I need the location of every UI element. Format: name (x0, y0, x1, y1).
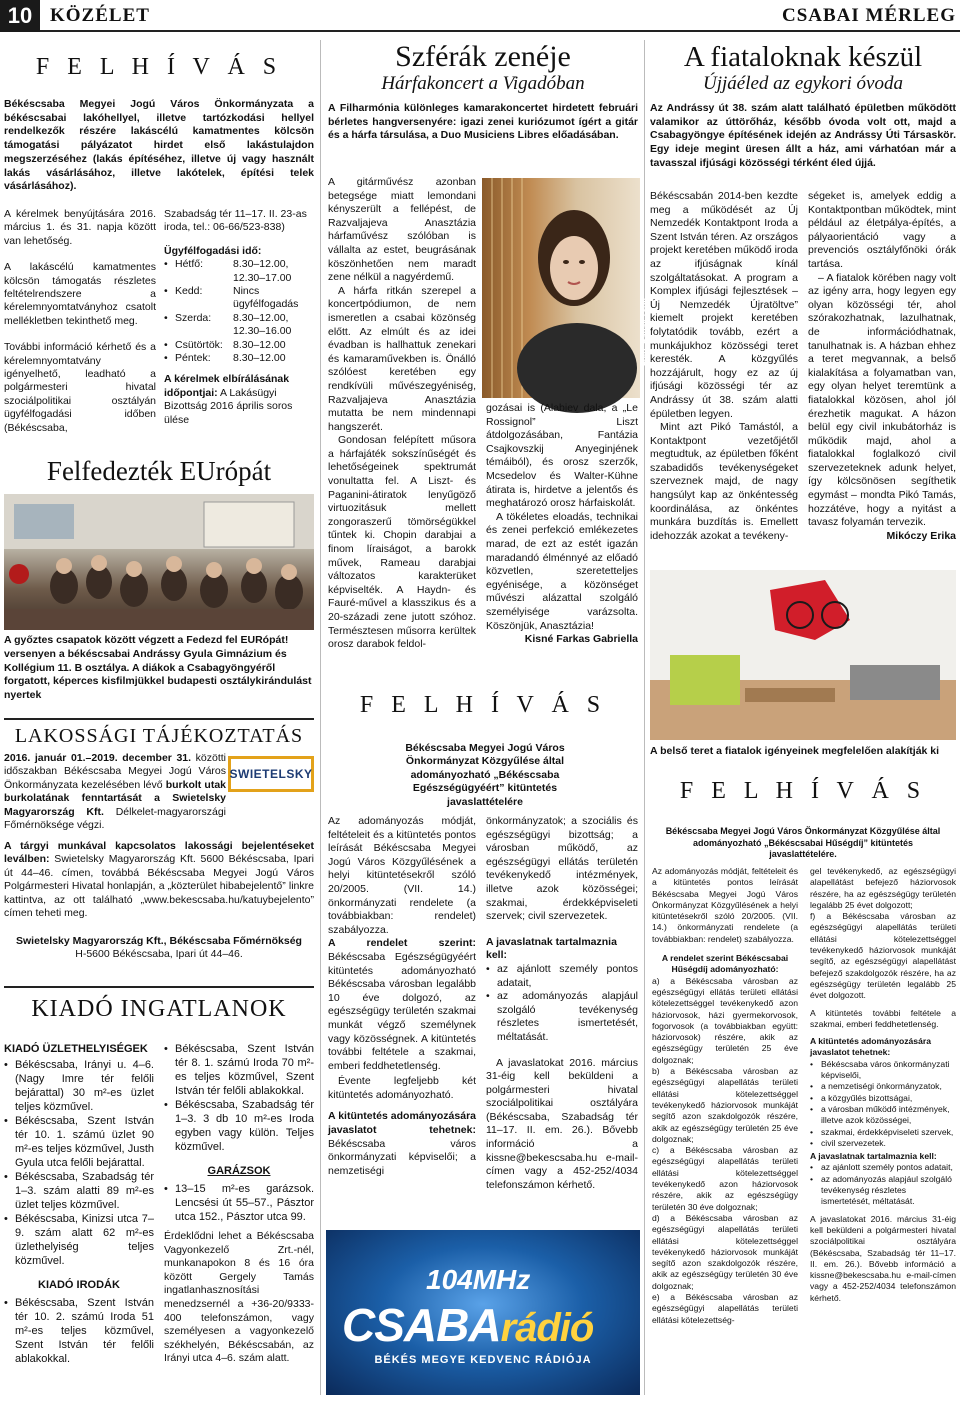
fiatal-author: Mikóczy Erika (886, 529, 956, 542)
lakossagi-text1: közötti időszakban Békéscsaba Megyei Jogú Város Önkormányzata kezelésében lévő (4, 752, 226, 791)
hours-time: 8.30–12.00 (233, 352, 286, 365)
iroda-list-2 (164, 1042, 314, 1154)
felhivas2-crit-bold: A rendelet szerint: (328, 937, 476, 950)
iroda-title: KIADÓ IRODÁK (38, 1279, 120, 1291)
swietelsky-logo (228, 756, 314, 792)
felhivas3-head: Békéscsaba Megyei Jogú Város Önkormányzat Közgyűlése által adományozható „Békéscsabai Hűségdíj” kitüntetés javaslattételére. (665, 826, 941, 859)
hours-time: 8.30–12.00 (233, 338, 286, 351)
hours-time: Nincs ügyfélfogadás (233, 285, 299, 311)
iroda-list-1 (4, 1296, 154, 1366)
publication-name: CSABAI MÉRLEG (782, 5, 956, 26)
lakossagi-footer (4, 935, 314, 962)
felhivas3-col2 (810, 866, 956, 1304)
fiatal-lead: Az Andrássy út 38. szám alatt található épületben működött valamikor az úttörőház, később óvoda volt ott, majd a Csabagyöngye építésének idején az Andrássy Úti Társaskör. Egy ideje megint üresen állt a ház, ami várhatóan már a tavasszal ifjúsági közösségi térként éled újjá. (650, 102, 956, 169)
harpist-illustration (482, 178, 640, 398)
hours-time: 8.30–12.00, 12.30–17.00 (233, 258, 292, 284)
fiatal-paragraph: ségeket is, amelyek eddig a Kontaktpontban működtek, mint például az életpálya-építés, a pályaorientáció vagy a prevenciós osztályfőnöki órák tartása. (808, 190, 956, 270)
felhivas3-crit-item: d) a Békéscsaba városban az egészségügyi alapellátás területi ellátási kötelezettséggel tevékenykedő háziorvosok munkáját segítő azon szakdolgozók részére, akik az egészségügy területén 30 éve dolgoznak; (652, 1212, 798, 1291)
fiatal-title: A fiataloknak készül (683, 41, 923, 73)
eu-caption: A győztes csapatok között végzett a Fedezd fel EURópát! versenyen a békéscsabai Andrássy Gyula Gimnázium és Kollégium 11. B osztálya. A diákok a Csabagyöngyéről forgatott, képerces kisfilmjükkel budapesti osztálykirándulást nyertek (4, 634, 312, 702)
felhivas-col2 (164, 208, 316, 427)
bullet-dot: • (164, 311, 168, 324)
bullet-dot: • (164, 338, 168, 351)
felhivas3-content-item: • az ajánlott személy pontos adatait, (810, 1162, 956, 1173)
felhivas3-who-item: • civil szervezetek. (810, 1138, 956, 1149)
felhivas-p4: Szabadság tér 11–17. II. 23-as iroda, tel.: 06-66/523-838) (164, 208, 307, 234)
felhivas3-crit-item: c) a Békéscsaba városban az egészségügyi alapellátás területi ellátási kötelezettséggel tevékenykedő azon háziorvosok részére, akik az egészségügy területén 30 éve dolgoznak; (652, 1145, 798, 1212)
szferak-author: Kisné Farkas Gabriella (524, 633, 638, 646)
felhivas3-content-list (810, 1162, 956, 1207)
lakossagi-bold2: A tárgyi munkával kapcsolatos lakossági bejelentéseket leválben: (4, 840, 314, 866)
interior-caption: A belső teret a fiatalok igényeinek megfelelően alakítják ki (650, 745, 940, 757)
page-number: 10 (0, 0, 40, 32)
decision-text (164, 373, 316, 427)
szferak-paragraph: A tökéletes eloadás, technikai és zenei perfekció emlékezetes marad, de ezt az estét igazán maradandó élménnyé az előadó közvetlen, szeretetteljes egyénisége, a közönséget művészi alázattal szolgáló személyisége varázsolta. Köszönjük, Anasztázia! (486, 510, 638, 632)
uzlet-title: KIADÓ ÜZLETHELYISÉGEK (4, 1043, 148, 1055)
felhivas2-deadline: A javaslatokat 2016. március 31-éig kell beküldeni a polgármesteri hivatal szociálpolitikai osztályára (Békéscsaba, Szabadság tér 11–17. II. em. 26.). Bővebb információ a kissne@bekescsaba.hu e-mail-címen vagy a 452-252/4034 telefonszámon kérhető. (486, 1056, 638, 1191)
iroda-item: • Békéscsaba, Szent István tér 10. 2. számú Iroda 51 m²-es teljes közművel, Szent István tér felőli ablakokkal. (4, 1296, 154, 1366)
classroom-photo (4, 494, 314, 630)
fiatal-paragraph: Mint azt Pikó Tamástól, a Kontaktpont vezetőjétől megtudtuk, az épületben főként szabadidős tevékenységeket szerveznek majd, de nagy hangsúlyt kap az önkéntesség koordinálása, az önkéntes munkára buzdítás is. Emellett idehozzák azokat a tevékeny- (650, 421, 798, 542)
kiado-col2 (164, 1042, 314, 1366)
szferak-lead: A Filharmónia különleges kamarakoncertet hirdetett februári bérletes hangversenyére: igazi zenei kuriózumot ígért a gitár és a hárfa társulása, a Duo Musiciens Libres előadásában. (328, 102, 638, 142)
felhivas3-crit-item: e) a Békéscsaba városban az egészségügyi alapellátás területi ellátási kötelezettség- (652, 1291, 798, 1325)
fiatal-paragraph: Békéscsabán 2014-ben kezdte meg a működését az Új Nemzedék Kontaktpont Iroda a Szent István téren. Az országos projekt keretében működő iroda az ifjúságnak kínál szolgáltatásokat. A program a Komplex ifjúsági fejlesztések – Új Nemzedék Újratöltve” kiemelt projekt keretében folytatódik tovább, ezért a munkájukhoz közösségi teret keresték. A közgyűlés hozzájárult, hogy ez az új ifjúsági közösségi tér az Andrássy út 38. szám alatti épületben legyen. (650, 190, 798, 420)
decision-bold: A kérelmek elbírálásának időpontjai: (164, 373, 290, 399)
eu-title: Felfedezték EUrópát (46, 456, 272, 486)
iroda-item: • Békéscsaba, Szabadság tér 1–3. 3 db 10 m²-es Iroda egyben vagy külön. Teljes közművel. (164, 1098, 314, 1154)
bullet-dot: • (164, 258, 168, 271)
lakossagi-notice (4, 840, 314, 920)
hours-row (164, 285, 316, 312)
felhivas3-content-title: A javaslatnak tartalmaznia kell: (810, 1151, 937, 1162)
felhivas3-who-item: • szakmai, érdekképviseleti szervek, (810, 1127, 956, 1138)
hours-day: Hétfő: (175, 258, 204, 271)
felhivas3-content-item: • az adományozás alapjául szolgáló tevékenység részletes ismertetését, méltatását. (810, 1174, 956, 1208)
radio-ad (326, 1230, 640, 1395)
column-divider-1 (320, 40, 321, 1395)
page-header (0, 0, 960, 32)
kiado-title: KIADÓ INGATLANOK (4, 986, 314, 1026)
radio-name (342, 1300, 593, 1353)
uzlet-item: • Békéscsaba, Kinizsi utca 7–9. szám alatt 62 m²-es üzlethelyiség teljes közművel. (4, 1212, 154, 1268)
lakossagi-date: 2016. január 01.–2019. december 31. (4, 752, 192, 764)
hours-day: Szerda: (175, 311, 212, 324)
felhivas3-col1 (652, 866, 798, 1326)
column-divider-2 (644, 40, 645, 1395)
garazs-title: GARÁZSOK (207, 1165, 271, 1177)
felhivas2-content-item: • az ajánlott személy pontos adatait, (486, 963, 638, 990)
felhivas3-deadline: A javaslatokat 2016. március 31-éig kell beküldeni a polgármesteri hivatal szociálpolitikai osztályára (Békéscsaba, Szabadság tér 11–17. II. em. 26.). Bővebb információ a kissne@bekescsaba.hu e-mail-címen vagy a 452-252/4034 telefonszámon kérhető. (810, 1213, 956, 1303)
felhivas-p1: A kérelmek benyújtására 2016. március 1. és 31. napja között van lehetőség. (4, 208, 156, 247)
szferak-col2 (486, 402, 638, 647)
felhivas3-crit-item: gel tevékenykedő, az egészségügyi alapellátást befejező háziorvosok részére, ha az egészségügy területén legalább 25 évet dolgozott; (810, 866, 956, 910)
felhivas-col1 (4, 208, 156, 435)
felhivas2-title: F E L H Í V Á S (359, 692, 607, 718)
uzlet-list (4, 1058, 154, 1268)
felhivas3-who-item: • Békéscsaba város önkormányzati képviselői, (810, 1059, 956, 1082)
hours-day: Kedd: (175, 285, 203, 298)
lakossagi-footer-addr: H-5600 Békéscsaba, Ipari út 44–46. (75, 948, 243, 961)
bullet-dot: • (164, 285, 168, 298)
felhivas2-head: Békéscsaba Megyei Jogú Város Önkormányzat Közgyűlése által adományozható „Békéscsaba Egészségügyéért” kitüntetés javaslattételére (405, 742, 565, 808)
hours-day: Csütörtök: (175, 338, 223, 351)
bullet-dot: • (164, 352, 168, 365)
felhivas2-col1 (328, 815, 476, 1178)
uzlet-item: • Békéscsaba, Szabadság tér 1–3. szám alatti 89 m²-es üzlet teljes közművel. (4, 1170, 154, 1212)
radio-slogan: BÉKÉS MEGYE KEDVENC RÁDIÓJA (374, 1354, 592, 1366)
garazs-list (164, 1182, 314, 1224)
uzlet-item: • Békéscsaba, Irányi u. 4–6. (Nagy Imre tér felőli bejárattal) 30 m²-es üzlet teljes közművel. (4, 1058, 154, 1114)
lakossagi-text3: Swietelsky Magyarország Kft. 5600 Békéscsaba, Ipari út 44–46. címen, továbbá Békéscsaba Megyei Jogú Város Polgármesteri Hivatal honlapján, a „közterület hibabejelentő” linkre kattintva, az ott található „www.bekescsaba.hu/katuybejelento” címen teheti meg. (4, 853, 314, 920)
radio-name-2: rádió (500, 1306, 594, 1350)
szferak-title: Szférák zenéje (395, 40, 571, 73)
kiado-col1 (4, 1042, 154, 1366)
felhivas2-col2 (486, 815, 638, 1192)
hours-row (164, 339, 316, 352)
szferak-subtitle: Hárfakoncert a Vigadóban (381, 73, 585, 94)
harpist-photo (482, 178, 649, 398)
felhivas-p3: További információ kérhető és a kérelemnyomtatvány igényelhető, leadható a polgármesteri hivatal szociálpolitikai osztályán ügyfélfogadási időben (Békéscsaba, (4, 341, 156, 434)
felhivas2-content-item: • az adományozás alapjául szolgáló tevékenység részletes ismertetését, méltatását. (486, 990, 638, 1044)
felhivas-intro: Békéscsaba Megyei Jogú Város Önkormányzata a békéscsabai lakóhellyel, illetve tartózkodási hellyel rendelkezők részére lakáscélú kamatmentes kölcsön támogatási pályázatot hirdet első lakástulajdon megszerzéséhez (lakás építéséhez, illetve új vagy használt lakás vásárlásához, illetve lakótelek, építési telek vásárlásához). (4, 98, 314, 193)
decision-rest: A Lakásügyi Bizottság 2016 április soros ülése (164, 386, 293, 426)
felhivas3-title: F E L H Í V Á S (679, 778, 927, 804)
felhivas2-content-list (486, 963, 638, 1045)
felhivas2-col2a: önkormányzatok; a szociális és egészségügyi bizottság; a városban működő, az egészségügyi ellátás területén tevékenykedő intézmények, illetve azok közösségei; szakmai, érdekképviseleti szervek; civil szervezetek. (486, 815, 638, 923)
felhivas3-crit-title: A rendelet szerint Békéscsabai Hűségdíj adományozható: (661, 953, 789, 975)
felhivas3-who-list (810, 1059, 956, 1149)
lakossagi-title: LAKOSSÁGI TÁJÉKOZTATÁS (4, 718, 314, 749)
felhivas3-crit-item: f) a Békéscsaba városban az egészségügyi alapellátás területi ellátási kötelezettséggel tevékenykedő háziorvosok munkáját segítő, az egészségügyi alapellátást befejező szakdolgozók részére, ha az egészségügy területén legalább 25 évet dolgozott. (810, 911, 956, 1001)
szferak-paragraph: A gitárművész azonban betegsége miatt lemondani kényszerült a fellépést, de Razvaljajeva Anasztázia hárfaművész szólóban is vállalta az estet, beugrásának köszönhetően nem maradt zene nélkül a nagyérdemű. (328, 176, 476, 284)
lakossagi-text (4, 752, 226, 832)
classroom-illustration (4, 494, 314, 630)
radio-frequency: 104MHz (426, 1264, 531, 1295)
lakossagi-text2: Délkelet-magyarországi Főmérnöksége végzi. (4, 805, 226, 832)
felhivas2-crit (328, 937, 476, 1073)
photo-credit: Fotó: Raffay Zsófi (640, 298, 649, 366)
szferak-paragraph: Gondosan felépített műsora a hárfajáték sokszínűségét és lehetőségeinek spektrumát vonultatta fel. A Liszt- és Paganini-átiratok lenyűgöző virtuozitásuk mellett zongoraszerű tömörségükkel tűntek ki. Chopin darabjai a finom líraiságot, a barokk művek, Rameau darabjai változatos karakterüket képviselték. A Haydn- és Fauré-művel a klasszikus és a 20-századi zene jutott szóhoz. Természtesen műsorra kerültek orosz darabok feldol- (328, 434, 476, 651)
uzlet-item: • Békéscsaba, Szent István tér 10. 1. számú üzlet 90 m²-es teljes közművel, Justh Gyula utca felőli bejárattal. (4, 1114, 154, 1170)
lakossagi-bold1: burkolt utak burkolatának fenntartását a Swietelsky Magyarország Kft. (4, 778, 226, 818)
felhivas2-crit-text: Békéscsaba Egészségügyéért kitüntetés adományozható Békéscsaba városban legalább 10 éve dolgozó, az egészségügy területén szakmai munkát végző személynek vagy közösségnek. A kitüntetés további feltétele a szakmai, emberi feddhetetlenség. (328, 950, 476, 1072)
felhivas2-content-title: A javaslatnak tartalmaznia kell: (486, 935, 617, 962)
felhivas3-condition: A kitüntetés további feltétele a szakmai, emberi feddhetetlenség. (810, 1007, 956, 1029)
iroda-item: • Békéscsaba, Szent István tér 8. 1. számú Iroda 70 m²-es teljes közművel, Szent István tér felőli ablakokkal. (164, 1042, 314, 1098)
felhivas2-who-bold: A kitüntetés adományozására javaslatot tehetnek: (328, 1110, 476, 1137)
fiatal-paragraph: – A fiatalok körében nagy volt az igény arra, hogy legyen egy olyan közösségi tér, ahol szórakozhatnak, lazulhatnak, de információdhatnak, tanulhatnak is. A házban ehhez a teret megvannak, a belső kialakítása a folyamatban van, egy olyan helyet teremtünk a fiatalokkal közösen, ahol jól érezhetik magukat. A házon belül egy civil inkubátorház is működik majd, ahol a fiatalokkal foglalkozó civil szervezeteknek adunk helyet, így kölcsönösen segíthetik egymást – mondta Pikó Tamás, hozzátéve, hogy a nyitást a tavasz folyamán tervezik. (808, 271, 956, 529)
interior-photo (650, 570, 956, 740)
felhivas3-who-item: • a városban működő intézmények, illetve azok közösségei, (810, 1104, 956, 1127)
felhivas3-crit-item: a) a Békéscsaba városban az egészségügyi ellátás területi ellátási kötelezettséggel tevékenykedő azon háziorvosok, házi gyermekorvosok, fogorvosok (a továbbiakban együtt: háziorvosok) részére, akik az egészségügy területén 25 éve dolgoznak; (652, 975, 798, 1065)
felhivas-p2: A lakáscélú kamatmentes kölcsön támogatás részletes feltételrendszere a kérelemnyomtatványhoz csatolt mellékletben tekinthető meg. (4, 261, 156, 327)
felhivas3-who-title: A kitüntetés adományozására javaslatot tehetnek: (810, 1036, 931, 1058)
felhivas-title: F E L H Í V Á S (35, 54, 283, 80)
felhivas3-who-item: • a közgyűlés bizottságai, (810, 1093, 956, 1104)
felhivas2-who-text: Békéscsaba város önkormányzati képviselői; a nemzetiségi (328, 1137, 476, 1177)
interior-illustration (650, 570, 956, 740)
fiatal-col2 (808, 190, 956, 543)
hours-day: Péntek: (175, 352, 211, 365)
garazs-item: • 13–15 m²-es garázsok. Lencsési út 55–57., Pásztor utca 152., Pásztor utca 99. (164, 1182, 314, 1224)
hours-list (164, 258, 316, 365)
fiatal-subtitle: Újjáéled az egykori óvoda (703, 73, 903, 94)
swietelsky-logo-text: SWIETELSKY (229, 766, 313, 781)
fiatal-col1 (650, 190, 798, 543)
felhivas2-p1: Az adományozás módját, feltételeit és a kitüntetés pontos leírását Békéscsaba Megyei Jogú Város Közgyűlésének a helyi kitüntetésekről szóló 20/2005. (VII. 14.) önkormányzati rendelete (a továbbiakban: rendelet) szabályozza. (328, 815, 476, 936)
section-name: KÖZÉLET (50, 5, 150, 26)
szferak-paragraph: gozásai is (Alabiev dala, a „Le Rossignol” Liszt átdolgozásában, Fantázia Csajkovszkij Anyeginjének témáiból), és orosz szerzők, Mcsedelov és Walter-Kühne átirata is, hirdetve a jelentős és meghatározó orosz hárfaiskolát. (486, 402, 638, 510)
kiado-contact: Érdeklődni lehet a Békéscsaba Vagyonkezelő Zrt.-nél, munkanapokon 8 és 16 óra között Gergely Tamás ingatlanhasznosítási menedzsernél a +36-20/9333-400 telefonszámon, vagy személyesen a vagyonkezelő székhelyén, Békéscsabán, az Irányi utca 4–6. szám alatt. (164, 1230, 314, 1365)
hours-row (164, 258, 316, 285)
hours-row (164, 352, 316, 365)
felhivas3-who-item: • a nemzetiségi önkormányzatok, (810, 1081, 956, 1092)
hours-row (164, 312, 316, 339)
felhivas3-intro: Az adományozás módját, feltételeit és a kitüntetés pontos leírását Békéscsaba Megyei Jogú Város Önkormányzat Közgyűlésének a helyi kitüntetésekről szóló 20/2005. (VII. 14.) önkormányzati rendelete (a továbbiakban: rendelet) szabályozza. (652, 866, 798, 944)
radio-name-1: CSABA (342, 1299, 501, 1351)
felhivas2-annual: Évente legfeljebb két kitüntetés adományozható. (328, 1075, 476, 1101)
szferak-paragraph: A hárfa ritkán szerepel a koncertpódiumon, de nem ismeretlen a csabai közönség előtt. Az elmúlt és az idei évadban is hallhattuk zenekari és kamaraművekben is. Önálló szólóest keretében egy rendkívüli művészegyéniség, Razvaljajeva Anasztázia mutatta be nem mindennapi hangszerét. (328, 284, 476, 433)
felhivas3-crit-item: b) a Békéscsaba városban az egészségügyi alapellátás területi ellátási kötelezettséggel tevékenykedő háziorvosok munkáját segítő azon szakdolgozók részére, akik az egészségügy területén 25 éve dolgoznak; (652, 1066, 798, 1144)
hours-time: 8.30–12.00, 12.30–16.00 (233, 311, 292, 338)
felhivas2-who (328, 1110, 476, 1178)
lakossagi-footer-bold: Swietelsky Magyarország Kft., Békéscsaba Főmérnökség (16, 935, 302, 947)
hours-title: Ügyfélfogadási idő: (164, 244, 262, 257)
szferak-col1 (328, 176, 476, 652)
